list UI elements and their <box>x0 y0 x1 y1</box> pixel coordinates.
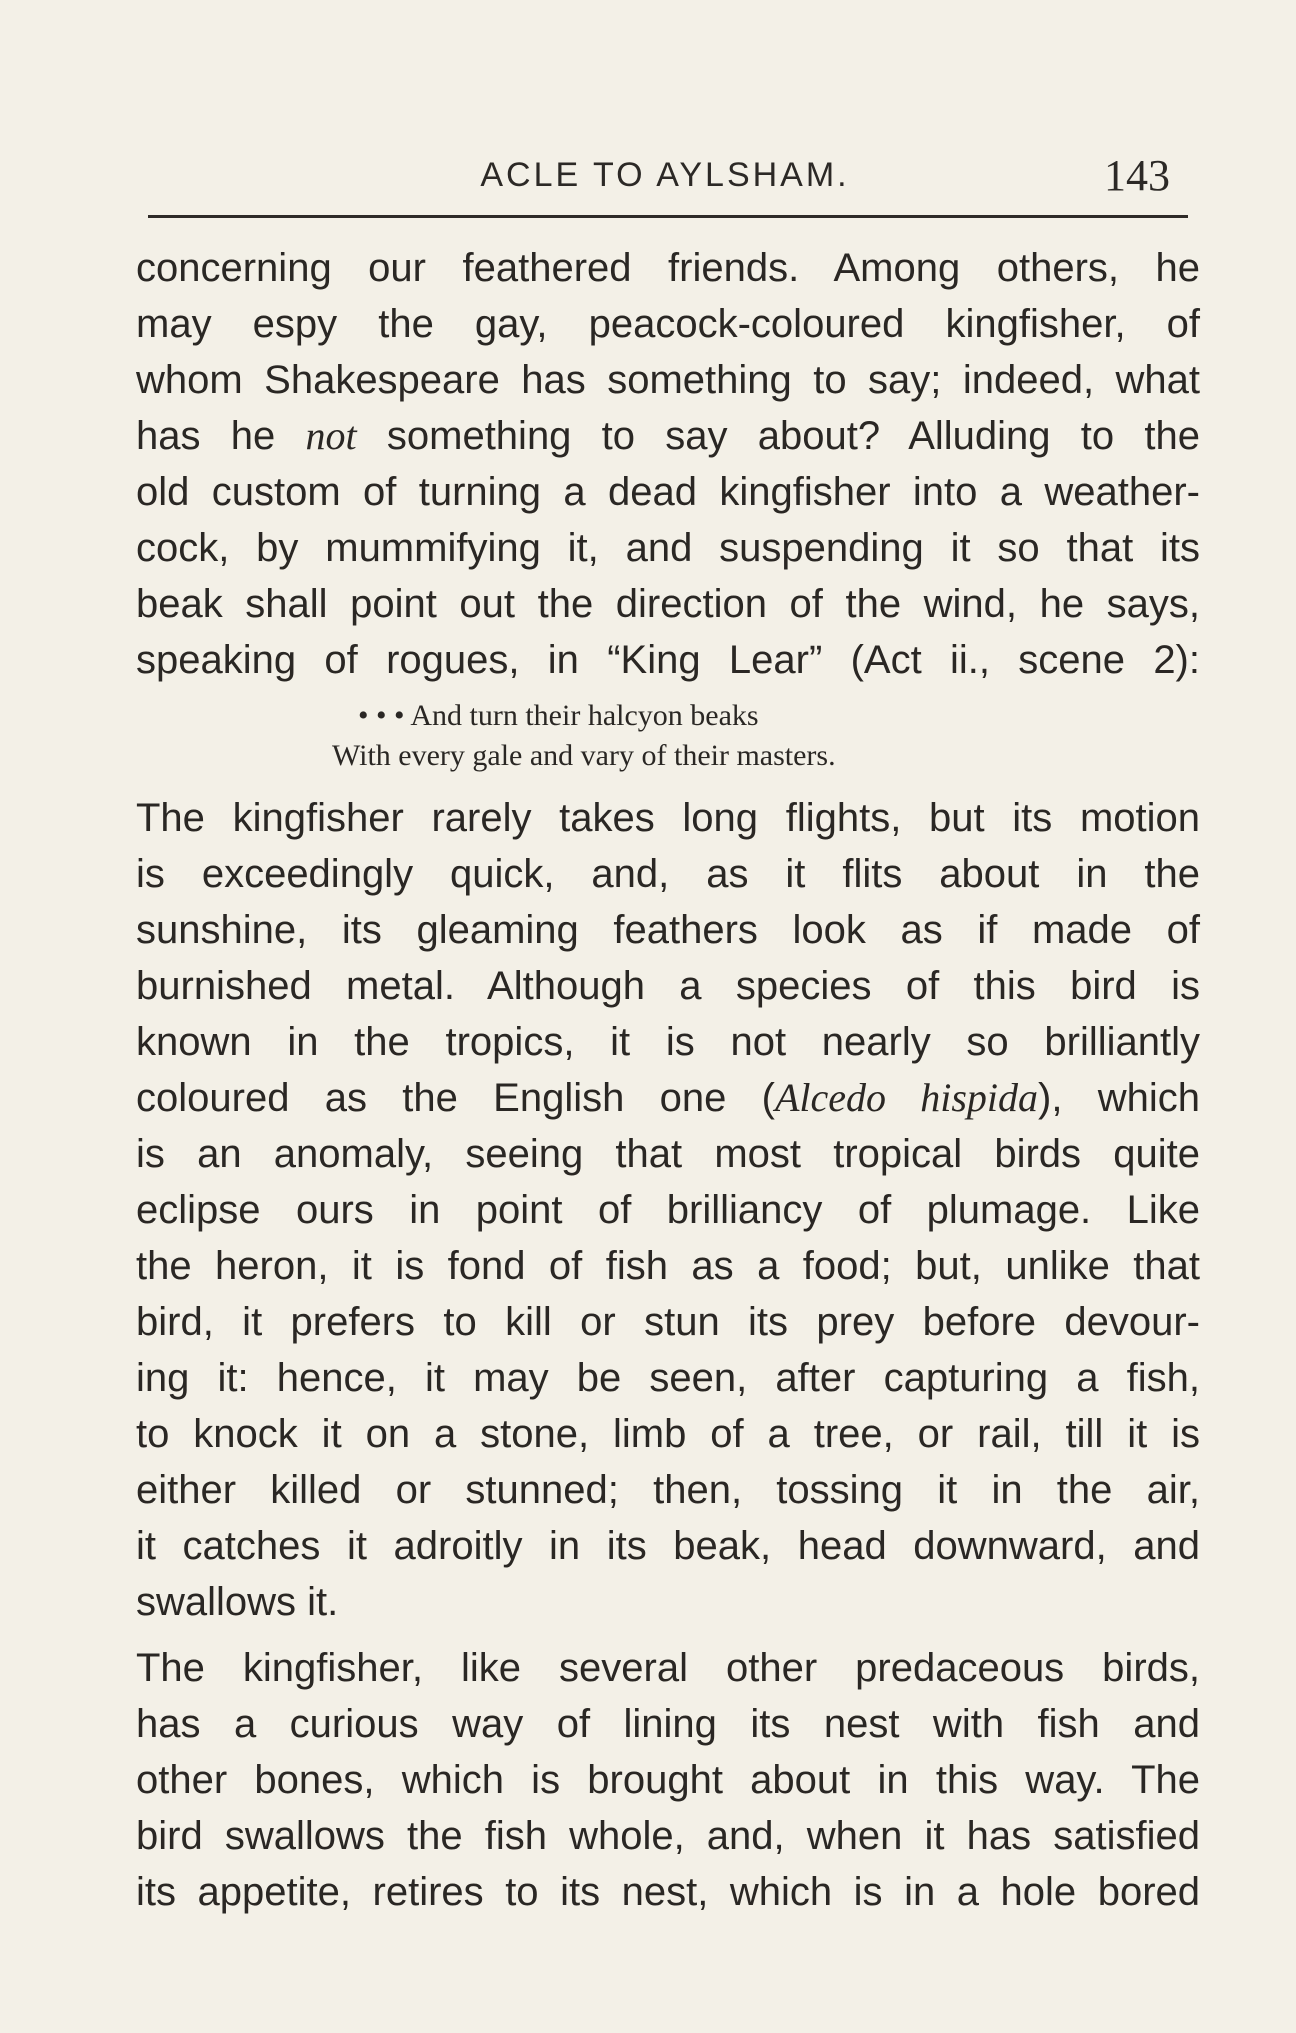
italic-species-name: Alcedo hispida <box>774 1075 1039 1120</box>
paragraph-gap <box>136 1630 1200 1640</box>
paragraph-1 <box>136 240 1200 688</box>
italic-word: not <box>305 413 357 458</box>
text-line: whom Shakespeare has something to say; indeed, what <box>136 358 1200 402</box>
text-line: eclipse ours in point of brilliancy of plumage. Like <box>136 1188 1200 1232</box>
text-segment: ), which <box>1038 1076 1201 1120</box>
paragraph-3 <box>136 1640 1200 1920</box>
quote-line: • • • And turn their halcyon beaks <box>358 699 759 732</box>
text-line: is an anomaly, seeing that most tropical birds quite <box>136 1132 1200 1176</box>
paragraph-2 <box>136 790 1200 1630</box>
text-line: the heron, it is fond of fish as a food; but, unlike that <box>136 1244 1200 1288</box>
text-line: old custom of turning a dead kingfisher into a weather- <box>136 470 1200 514</box>
text-line: beak shall point out the direction of the wind, he says, <box>136 582 1200 626</box>
text-line: concerning our feathered friends. Among others, he <box>136 246 1200 290</box>
text-line: burnished metal. Although a species of this bird is <box>136 964 1200 1008</box>
text-line: bird, it prefers to kill or stun its prey before devour- <box>136 1300 1200 1344</box>
text-segment: coloured as the English one ( <box>136 1076 775 1120</box>
body-text <box>136 240 1200 1920</box>
text-segment: has he <box>136 414 306 458</box>
text-line: it catches it adroitly in its beak, head downward, and <box>136 1524 1200 1568</box>
page-header <box>140 150 1190 210</box>
text-line: may espy the gay, peacock-coloured kingfisher, of <box>136 302 1200 346</box>
text-line: is exceedingly quick, and, as it flits about in the <box>136 852 1200 896</box>
text-line: its appetite, retires to its nest, which is in a hole bored <box>136 1870 1200 1914</box>
text-line: to knock it on a stone, limb of a tree, or rail, till it is <box>136 1412 1200 1456</box>
running-title: ACLE TO AYLSHAM. <box>480 156 850 194</box>
text-line: bird swallows the fish whole, and, when it has satisfied <box>136 1814 1200 1858</box>
text-line: The kingfisher, like several other predaceous birds, <box>136 1646 1200 1690</box>
text-line: swallows it. <box>136 1580 339 1624</box>
text-line: other bones, which is brought about in this way. The <box>136 1758 1200 1802</box>
quote-line: With every gale and vary of their masters. <box>332 739 836 772</box>
text-segment: something to say about? Alluding to the <box>356 414 1200 458</box>
text-line: either killed or stunned; then, tossing it in the air, <box>136 1468 1200 1512</box>
text-line: has a curious way of lining its nest with fish and <box>136 1702 1200 1746</box>
text-line: cock, by mummifying it, and suspending it so that its <box>136 526 1200 570</box>
text-line: known in the tropics, it is not nearly so brilliantly <box>136 1020 1200 1064</box>
text-line-with-italic <box>136 1070 1200 1126</box>
text-line: ing it: hence, it may be seen, after capturing a fish, <box>136 1356 1200 1400</box>
text-line: The kingfisher rarely takes long flights, but its motion <box>136 796 1200 840</box>
text-line: sunshine, its gleaming feathers look as if made of <box>136 908 1200 952</box>
header-rule <box>148 215 1188 218</box>
page-number: 143 <box>1104 151 1170 200</box>
text-line-with-italic <box>136 408 1200 464</box>
verse-quotation <box>136 696 1200 776</box>
text-line: speaking of rogues, in “King Lear” (Act ii., scene 2): <box>136 638 1200 682</box>
